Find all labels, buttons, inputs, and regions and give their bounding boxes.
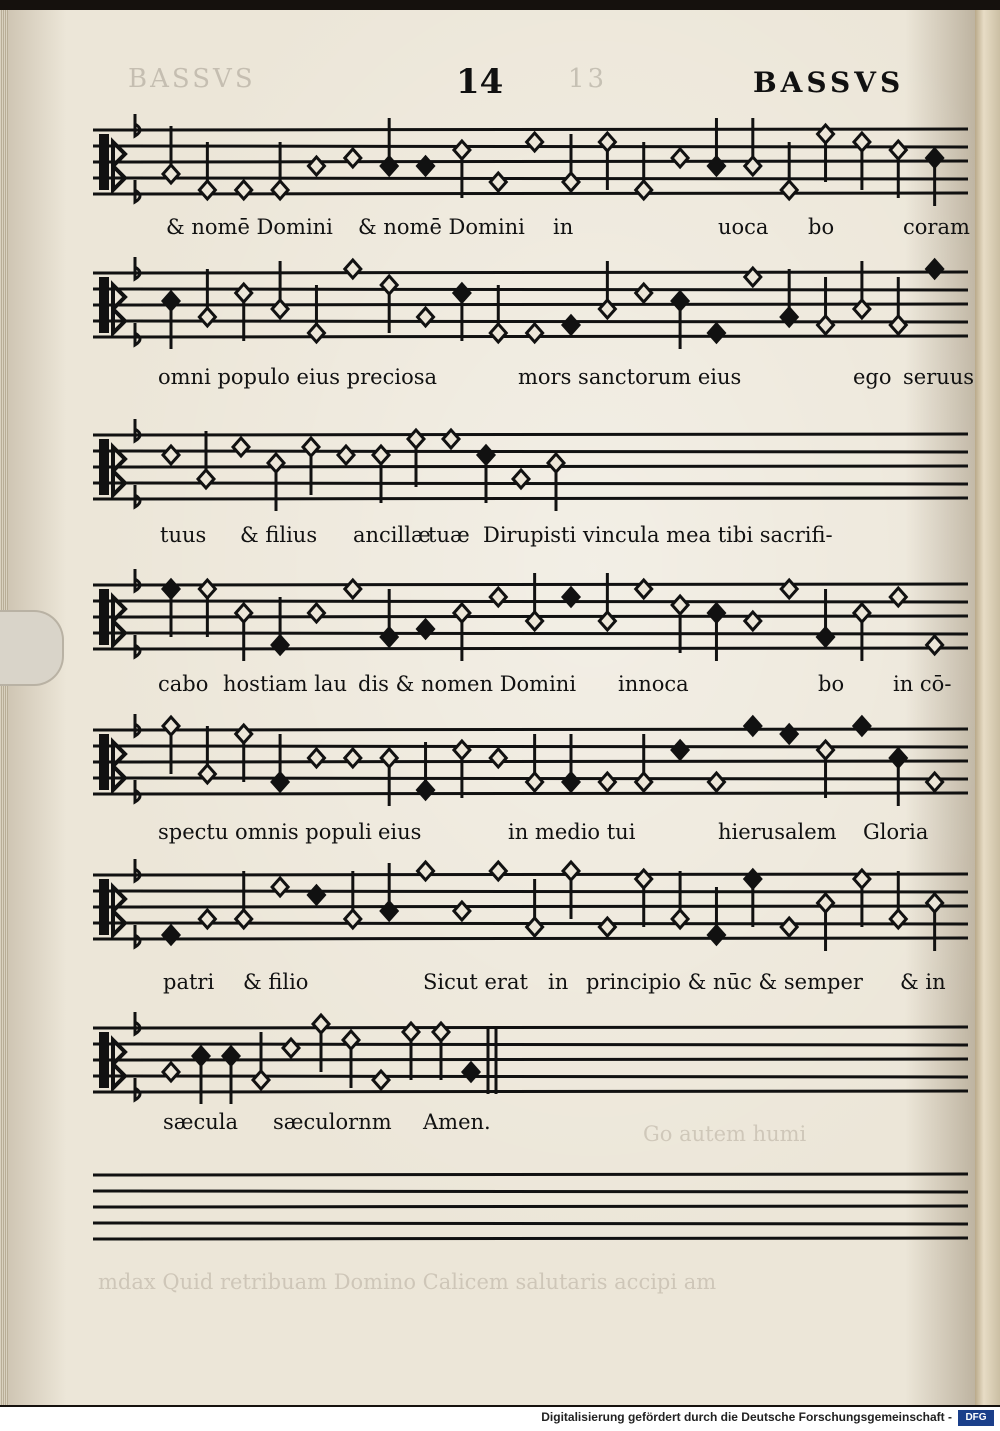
lyric: & in <box>900 970 946 994</box>
note <box>708 887 724 944</box>
note <box>198 431 214 488</box>
note <box>454 141 470 198</box>
lyric-line-2 <box>78 365 975 399</box>
facing-page-edge <box>975 10 1000 1405</box>
note <box>490 588 506 606</box>
note <box>513 470 529 488</box>
note <box>636 284 652 302</box>
note <box>527 324 543 342</box>
lyric: Sicut erat <box>423 970 528 994</box>
note <box>236 181 252 199</box>
note <box>199 142 215 199</box>
note <box>345 580 361 598</box>
note <box>418 742 434 799</box>
staff-system-empty <box>93 1155 973 1255</box>
note <box>236 871 252 928</box>
note <box>854 870 870 927</box>
bleed-through-text-2: mdax Quid retribuam Domino Calicem salutaris accipi am <box>98 1270 717 1294</box>
note <box>927 260 943 278</box>
note <box>672 149 688 167</box>
lyric: cabo <box>158 672 209 696</box>
lyric: tuus <box>160 523 207 547</box>
note <box>418 308 434 326</box>
note <box>345 260 361 278</box>
page-clip <box>0 610 64 686</box>
flat-sign-icon <box>135 859 140 947</box>
note <box>745 612 761 630</box>
note <box>708 324 724 342</box>
note <box>345 871 361 928</box>
note <box>443 430 459 448</box>
note <box>890 141 906 198</box>
lyric: tuæ <box>428 523 470 547</box>
bleed-voice: BASSVS <box>128 64 256 94</box>
note <box>163 1063 179 1081</box>
lyric: hierusalem <box>718 820 837 844</box>
note <box>818 741 834 798</box>
lyric-line-3 <box>78 523 968 557</box>
lyric: & nomē Domini <box>358 215 525 239</box>
note <box>781 142 797 199</box>
note <box>599 773 615 791</box>
bleed-through-text-1: Go autem humi <box>643 1122 807 1146</box>
lyric: uoca <box>718 215 769 239</box>
note <box>163 580 179 637</box>
note <box>454 741 470 798</box>
staff-system-2 <box>93 253 973 353</box>
note <box>672 741 688 759</box>
staff-system-6 <box>93 855 973 955</box>
lyric: ego <box>853 365 892 389</box>
note <box>927 773 943 791</box>
note <box>236 284 252 341</box>
lyric: ancillæ <box>353 523 431 547</box>
lyric-line-5 <box>78 820 968 854</box>
lyric: sæcula <box>163 1110 239 1134</box>
note <box>672 596 688 653</box>
note <box>781 918 797 936</box>
lyric-line-4 <box>78 672 968 706</box>
lyric: innoca <box>618 672 689 696</box>
note <box>490 285 506 342</box>
staff-system-4 <box>93 565 973 665</box>
note <box>345 749 361 767</box>
lyric: dis & nomen Domini <box>358 672 577 696</box>
note <box>163 126 179 183</box>
flat-sign-icon <box>135 714 140 802</box>
note <box>478 446 494 503</box>
footer-credit: Digitalisierung gefördert durch die Deutsche Forschungsgemeinschaft - <box>541 1410 952 1424</box>
note <box>308 157 324 175</box>
lyric: & filio <box>243 970 309 994</box>
note <box>199 910 215 928</box>
note <box>463 1063 479 1081</box>
footer-bar <box>0 1407 1000 1431</box>
note <box>236 725 252 782</box>
lyric: principio & nūc & semper <box>586 970 863 994</box>
lyric: patri <box>163 970 215 994</box>
note <box>338 446 354 464</box>
dfg-logo: DFG <box>958 1410 994 1426</box>
note <box>818 125 834 182</box>
note <box>272 142 288 199</box>
lyric-line-7 <box>78 1110 968 1144</box>
note <box>308 604 324 622</box>
note <box>490 749 506 767</box>
lyric: eius <box>378 820 422 844</box>
flat-sign-icon <box>135 257 140 345</box>
note <box>403 1023 419 1080</box>
lyric: hostiam lau <box>223 672 347 696</box>
note <box>708 773 724 791</box>
note <box>745 717 761 735</box>
note <box>233 438 249 456</box>
lyric: spectu omnis populi <box>158 820 372 844</box>
note <box>490 862 506 880</box>
bleed-page-number: 13 <box>568 64 608 94</box>
staff-lines <box>93 1174 968 1239</box>
staff-system-1 <box>93 110 973 210</box>
note <box>745 268 761 286</box>
note <box>199 580 215 637</box>
lyric: in <box>548 970 569 994</box>
note <box>527 133 543 151</box>
note <box>272 597 288 654</box>
lyric: Dirupisti vincula mea tibi sacrifi- <box>483 523 833 547</box>
note <box>636 580 652 598</box>
note <box>454 284 470 341</box>
note <box>636 870 652 927</box>
flat-sign-icon <box>135 569 140 657</box>
flat-sign-icon <box>135 419 140 507</box>
note <box>854 717 870 735</box>
note <box>283 1039 299 1057</box>
note <box>199 726 215 783</box>
note <box>781 269 797 326</box>
note <box>433 1023 449 1080</box>
note <box>490 173 506 191</box>
note <box>454 902 470 920</box>
note <box>199 269 215 326</box>
note <box>927 636 943 654</box>
lyric: Amen. <box>423 1110 491 1134</box>
lyric: mors sanctorum eius <box>518 365 742 389</box>
voice-part-title: BASSVS <box>753 66 905 99</box>
flat-sign-icon <box>135 114 140 202</box>
lyric-line-6 <box>78 970 968 1004</box>
note <box>345 149 361 167</box>
lyric-line-1 <box>78 215 968 249</box>
note <box>563 316 579 334</box>
lyric: omni populo eius preciosa <box>158 365 438 389</box>
note <box>272 878 288 896</box>
staff-system-3 <box>93 415 973 515</box>
note <box>599 918 615 936</box>
note <box>373 446 389 503</box>
note <box>745 870 761 927</box>
lyric: coram <box>903 215 970 239</box>
staff-lines <box>93 434 968 499</box>
lyric: in medio tui <box>508 820 636 844</box>
note <box>890 871 906 928</box>
note <box>408 430 424 487</box>
note <box>418 862 434 880</box>
note <box>636 142 652 199</box>
lyric: in cō- <box>893 672 952 696</box>
lyric: seruus <box>903 365 975 389</box>
note <box>308 886 324 904</box>
note <box>418 620 434 638</box>
lyric: & nomē Domini <box>166 215 333 239</box>
note <box>418 157 434 175</box>
book-page <box>8 10 983 1405</box>
lyric: in <box>553 215 574 239</box>
note <box>163 926 179 944</box>
note <box>563 588 579 606</box>
lyric: sæculornm <box>273 1110 392 1134</box>
lyric: & filius <box>240 523 318 547</box>
note <box>672 871 688 928</box>
note <box>373 1071 389 1089</box>
page-header <box>8 62 983 102</box>
note <box>308 749 324 767</box>
page-number: 14 <box>456 62 504 102</box>
staff-system-7 <box>93 1008 973 1108</box>
note <box>163 446 179 464</box>
lyric: Gloria <box>863 820 929 844</box>
lyric: bo <box>818 672 845 696</box>
lyric: bo <box>808 215 835 239</box>
staff-system-5 <box>93 710 973 810</box>
flat-sign-icon <box>135 1012 140 1100</box>
note <box>308 285 324 342</box>
